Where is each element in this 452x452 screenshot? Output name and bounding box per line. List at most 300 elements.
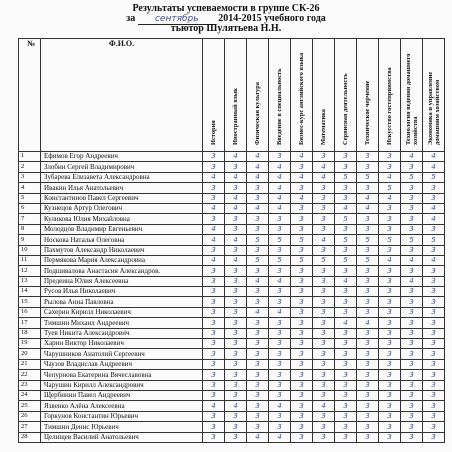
grade-cell: 3 bbox=[291, 411, 313, 421]
grade-cell: 3 bbox=[401, 245, 423, 255]
grade-cell: 3 bbox=[335, 349, 357, 359]
grade-cell: 3 bbox=[225, 245, 247, 255]
grade-cell: 4 bbox=[423, 162, 445, 172]
grade-cell: 3 bbox=[335, 162, 357, 172]
subject-label: Техническое черчение bbox=[364, 80, 371, 145]
subject-label: Математика bbox=[320, 109, 327, 145]
subject-label: Физическая культура bbox=[254, 82, 261, 145]
grade-cell: 5 bbox=[313, 255, 335, 265]
grade-cell: 3 bbox=[423, 401, 445, 411]
grade-cell: 3 bbox=[379, 152, 401, 162]
row-number: 14 bbox=[19, 287, 41, 297]
grade-cell: 5 bbox=[335, 172, 357, 182]
grade-cell: 4 bbox=[269, 203, 291, 213]
grade-cell: 3 bbox=[357, 266, 379, 276]
grade-cell: 3 bbox=[225, 328, 247, 338]
grade-cell: 4 bbox=[335, 318, 357, 328]
grade-cell: 3 bbox=[203, 152, 225, 162]
grade-cell: 3 bbox=[401, 380, 423, 390]
grade-cell: 3 bbox=[269, 214, 291, 224]
grade-cell: 3 bbox=[203, 422, 225, 432]
grade-cell: 3 bbox=[335, 245, 357, 255]
grade-cell: 3 bbox=[357, 349, 379, 359]
table-row bbox=[19, 193, 445, 203]
grade-cell: 3 bbox=[203, 276, 225, 286]
table-row bbox=[19, 318, 445, 328]
grade-cell: 3 bbox=[335, 266, 357, 276]
grade-cell: 5 bbox=[335, 214, 357, 224]
row-number: 28 bbox=[19, 432, 41, 442]
table-row bbox=[19, 203, 445, 213]
grade-cell: 3 bbox=[423, 390, 445, 400]
grade-cell: 4 bbox=[247, 276, 269, 286]
grade-cell: 4 bbox=[291, 172, 313, 182]
grade-cell: 3 bbox=[379, 328, 401, 338]
grade-cell: 4 bbox=[203, 224, 225, 234]
grade-cell: 3 bbox=[401, 422, 423, 432]
grade-cell: 4 bbox=[379, 172, 401, 182]
grade-cell: 3 bbox=[203, 318, 225, 328]
grade-cell: 4 bbox=[357, 193, 379, 203]
grade-cell: 3 bbox=[313, 432, 335, 442]
grade-cell: 3 bbox=[313, 297, 335, 307]
grade-cell: 3 bbox=[423, 245, 445, 255]
grade-cell: 3 bbox=[225, 183, 247, 193]
grade-cell: 3 bbox=[379, 390, 401, 400]
student-name: Ефимов Егор Андреевич bbox=[41, 152, 203, 162]
grade-cell: 4 bbox=[203, 203, 225, 213]
grade-cell: 3 bbox=[203, 287, 225, 297]
grade-cell: 3 bbox=[203, 349, 225, 359]
subject-header bbox=[247, 39, 269, 152]
grade-cell: 4 bbox=[269, 401, 291, 411]
grade-cell: 3 bbox=[313, 152, 335, 162]
grade-cell: 3 bbox=[269, 370, 291, 380]
student-name: Зубарева Елизавета Александровна bbox=[41, 172, 203, 182]
table-row bbox=[19, 183, 445, 193]
tutor-line: тьютор Шулятьева Н.Н. bbox=[170, 23, 282, 34]
grade-cell: 3 bbox=[247, 328, 269, 338]
student-name: Тимшин Михаил Андреевич bbox=[41, 318, 203, 328]
grade-cell: 3 bbox=[357, 152, 379, 162]
grade-cell: 3 bbox=[335, 339, 357, 349]
grade-cell: 3 bbox=[357, 245, 379, 255]
grade-cell: 3 bbox=[203, 328, 225, 338]
grade-cell: 4 bbox=[225, 172, 247, 182]
grade-cell: 3 bbox=[269, 245, 291, 255]
grade-cell: 3 bbox=[203, 390, 225, 400]
grade-cell: 3 bbox=[379, 276, 401, 286]
grade-cell: 3 bbox=[357, 276, 379, 286]
grade-cell: 5 bbox=[335, 255, 357, 265]
grade-cell: 3 bbox=[313, 328, 335, 338]
grade-cell: 3 bbox=[247, 390, 269, 400]
grade-cell: 3 bbox=[247, 401, 269, 411]
grade-cell: 3 bbox=[357, 432, 379, 442]
grade-cell: 3 bbox=[313, 422, 335, 432]
table-row bbox=[19, 245, 445, 255]
grade-cell: 3 bbox=[423, 193, 445, 203]
row-number: 13 bbox=[19, 276, 41, 286]
student-name: Сахерин Кирилл Николаевич bbox=[41, 307, 203, 317]
grade-cell: 3 bbox=[313, 307, 335, 317]
row-number: 26 bbox=[19, 411, 41, 421]
row-number: 5 bbox=[19, 193, 41, 203]
period-suffix: 2014-2015 учебного года bbox=[218, 13, 326, 24]
grade-cell: 3 bbox=[291, 380, 313, 390]
row-number: 25 bbox=[19, 401, 41, 411]
grade-cell: 3 bbox=[247, 245, 269, 255]
grade-cell: 3 bbox=[291, 401, 313, 411]
row-number: 12 bbox=[19, 266, 41, 276]
row-number: 1 bbox=[19, 152, 41, 162]
grade-cell: 5 bbox=[401, 235, 423, 245]
student-name: Щербинин Павел Андреевич bbox=[41, 390, 203, 400]
grade-cell: 3 bbox=[269, 266, 291, 276]
grade-cell: 3 bbox=[203, 193, 225, 203]
subject-header bbox=[313, 39, 335, 152]
grade-cell: 3 bbox=[291, 307, 313, 317]
grade-cell: 3 bbox=[247, 214, 269, 224]
grade-cell: 3 bbox=[423, 349, 445, 359]
grade-cell: 3 bbox=[423, 307, 445, 317]
grade-cell: 3 bbox=[247, 370, 269, 380]
grade-cell: 3 bbox=[247, 297, 269, 307]
grade-cell: 3 bbox=[313, 183, 335, 193]
grade-cell: 3 bbox=[313, 370, 335, 380]
grade-cell: 3 bbox=[225, 380, 247, 390]
subject-header bbox=[357, 39, 379, 152]
subject-label: Бизнес-курс английского языка bbox=[298, 52, 305, 145]
grade-cell: 3 bbox=[335, 359, 357, 369]
grade-cell: 3 bbox=[225, 276, 247, 286]
grade-cell: 4 bbox=[225, 401, 247, 411]
subject-header bbox=[423, 39, 445, 152]
grade-cell: 3 bbox=[269, 287, 291, 297]
period-prefix: за bbox=[126, 13, 136, 24]
grade-cell: 3 bbox=[423, 328, 445, 338]
grade-cell: 4 bbox=[401, 276, 423, 286]
table-row bbox=[19, 224, 445, 234]
grade-cell: 3 bbox=[313, 359, 335, 369]
grade-cell: 3 bbox=[225, 224, 247, 234]
grade-cell: 3 bbox=[225, 390, 247, 400]
subject-label: Сервисная деятельность bbox=[342, 73, 349, 145]
student-name: Константинов Павел Сергеевич bbox=[41, 193, 203, 203]
grade-cell: 5 bbox=[357, 235, 379, 245]
grade-cell: 3 bbox=[357, 401, 379, 411]
grade-cell: 3 bbox=[247, 339, 269, 349]
grade-cell: 4 bbox=[269, 183, 291, 193]
grade-cell: 3 bbox=[423, 297, 445, 307]
grade-cell: 3 bbox=[379, 297, 401, 307]
student-name: Предеина Юлия Алексеевна bbox=[41, 276, 203, 286]
grade-cell: 4 bbox=[269, 432, 291, 442]
row-number: 17 bbox=[19, 318, 41, 328]
grade-cell: 3 bbox=[313, 203, 335, 213]
grade-cell: 3 bbox=[313, 411, 335, 421]
row-number: 21 bbox=[19, 359, 41, 369]
table-row bbox=[19, 152, 445, 162]
grade-cell: 3 bbox=[225, 307, 247, 317]
grade-cell: 3 bbox=[313, 266, 335, 276]
subject-label: Технология ведения домашнего хозяйства bbox=[404, 53, 419, 145]
grade-cell: 3 bbox=[423, 266, 445, 276]
grade-cell: 4 bbox=[335, 276, 357, 286]
table-row bbox=[19, 214, 445, 224]
grade-cell: 3 bbox=[203, 183, 225, 193]
grade-cell: 4 bbox=[203, 172, 225, 182]
grade-cell: 3 bbox=[313, 224, 335, 234]
table-row bbox=[19, 432, 445, 442]
grade-cell: 3 bbox=[357, 328, 379, 338]
grade-cell: 4 bbox=[335, 203, 357, 213]
subject-header bbox=[401, 39, 423, 152]
grade-cell: 4 bbox=[401, 255, 423, 265]
grade-cell: 3 bbox=[291, 349, 313, 359]
table-row bbox=[19, 411, 445, 421]
grade-cell: 3 bbox=[291, 214, 313, 224]
subject-header bbox=[379, 39, 401, 152]
grade-cell: 3 bbox=[423, 287, 445, 297]
grade-cell: 5 bbox=[357, 255, 379, 265]
student-name: Целищев Василий Анатольевич bbox=[41, 432, 203, 442]
grade-cell: 3 bbox=[313, 245, 335, 255]
report-title: Результаты успеваемости в группе СК-26 bbox=[132, 3, 320, 14]
grade-cell: 3 bbox=[335, 224, 357, 234]
grade-cell: 5 bbox=[401, 172, 423, 182]
grade-cell: 3 bbox=[335, 297, 357, 307]
grade-cell: 3 bbox=[225, 359, 247, 369]
grade-cell: 5 bbox=[291, 235, 313, 245]
grade-cell: 3 bbox=[203, 214, 225, 224]
table-row bbox=[19, 162, 445, 172]
grade-cell: 3 bbox=[335, 183, 357, 193]
student-name: Русов Илья Николаевич bbox=[41, 287, 203, 297]
grade-cell: 4 bbox=[225, 235, 247, 245]
grade-cell: 3 bbox=[313, 276, 335, 286]
grade-cell: 3 bbox=[379, 370, 401, 380]
grade-cell: 3 bbox=[269, 318, 291, 328]
grade-cell: 4 bbox=[225, 203, 247, 213]
grade-cell: 3 bbox=[269, 359, 291, 369]
student-name: Язвенко Алёна Алексеевна bbox=[41, 401, 203, 411]
table-row bbox=[19, 401, 445, 411]
grade-cell: 3 bbox=[357, 422, 379, 432]
grade-cell: 3 bbox=[291, 432, 313, 442]
grade-cell: 3 bbox=[313, 390, 335, 400]
grade-cell: 3 bbox=[357, 370, 379, 380]
grade-cell: 3 bbox=[401, 266, 423, 276]
grade-cell: 3 bbox=[291, 339, 313, 349]
grade-cell: 4 bbox=[247, 203, 269, 213]
grade-cell: 3 bbox=[357, 224, 379, 234]
grade-cell: 3 bbox=[335, 307, 357, 317]
grade-cell: 3 bbox=[291, 390, 313, 400]
grade-cell: 4 bbox=[225, 152, 247, 162]
grade-cell: 3 bbox=[357, 183, 379, 193]
grade-cell: 4 bbox=[269, 172, 291, 182]
grade-cell: 3 bbox=[401, 307, 423, 317]
table-row bbox=[19, 266, 445, 276]
grade-cell: 3 bbox=[291, 370, 313, 380]
table-row bbox=[19, 370, 445, 380]
grade-cell: 4 bbox=[247, 307, 269, 317]
grade-cell: 3 bbox=[423, 359, 445, 369]
student-name: Горкунов Константин Юрьевич bbox=[41, 411, 203, 421]
grade-cell: 4 bbox=[203, 401, 225, 411]
grade-cell: 3 bbox=[357, 339, 379, 349]
column-header-number: № bbox=[19, 39, 41, 152]
grade-cell: 3 bbox=[357, 214, 379, 224]
grade-cell: 5 bbox=[247, 235, 269, 245]
grade-cell: 3 bbox=[203, 266, 225, 276]
row-number: 19 bbox=[19, 339, 41, 349]
grade-cell: 3 bbox=[401, 183, 423, 193]
grade-cell: 3 bbox=[203, 245, 225, 255]
grade-cell: 3 bbox=[313, 349, 335, 359]
grade-cell: 4 bbox=[203, 255, 225, 265]
grade-cell: 3 bbox=[335, 370, 357, 380]
grade-cell: 3 bbox=[335, 401, 357, 411]
table-row bbox=[19, 297, 445, 307]
grade-cell: 3 bbox=[247, 359, 269, 369]
grade-cell: 3 bbox=[401, 349, 423, 359]
grade-cell: 3 bbox=[379, 380, 401, 390]
student-name: Чепурнова Екатерина Вячеславовна bbox=[41, 370, 203, 380]
grade-cell: 4 bbox=[225, 255, 247, 265]
grade-cell: 4 bbox=[247, 432, 269, 442]
grade-cell: 4 bbox=[247, 152, 269, 162]
row-number: 3 bbox=[19, 172, 41, 182]
grade-cell: 3 bbox=[379, 245, 401, 255]
student-name: Злобин Сергей Владимирович bbox=[41, 162, 203, 172]
subject-label: Введение в специальность bbox=[276, 68, 283, 145]
grade-cell: 3 bbox=[269, 422, 291, 432]
row-number: 20 bbox=[19, 349, 41, 359]
grade-cell: 3 bbox=[247, 266, 269, 276]
table-row bbox=[19, 276, 445, 286]
grade-cell: 3 bbox=[269, 224, 291, 234]
grade-cell: 4 bbox=[269, 276, 291, 286]
grade-cell: 3 bbox=[291, 266, 313, 276]
grade-cell: 3 bbox=[335, 411, 357, 421]
grade-cell: 3 bbox=[401, 328, 423, 338]
row-number: 7 bbox=[19, 214, 41, 224]
grade-cell: 3 bbox=[247, 318, 269, 328]
grade-cell: 4 bbox=[291, 193, 313, 203]
grade-cell: 3 bbox=[335, 432, 357, 442]
table-row bbox=[19, 359, 445, 369]
grade-cell: 4 bbox=[313, 172, 335, 182]
table-row bbox=[19, 287, 445, 297]
grade-cell: 3 bbox=[225, 349, 247, 359]
grade-cell: 4 bbox=[269, 193, 291, 203]
row-number: 16 bbox=[19, 307, 41, 317]
grade-cell: 4 bbox=[401, 152, 423, 162]
grade-cell: 3 bbox=[335, 390, 357, 400]
grade-cell: 3 bbox=[379, 349, 401, 359]
grade-cell: 3 bbox=[335, 152, 357, 162]
grade-cell: 3 bbox=[379, 224, 401, 234]
grade-cell: 3 bbox=[423, 318, 445, 328]
grade-cell: 3 bbox=[225, 297, 247, 307]
grade-cell: 3 bbox=[357, 390, 379, 400]
grade-cell: 4 bbox=[423, 203, 445, 213]
grade-cell: 3 bbox=[291, 328, 313, 338]
grade-cell: 3 bbox=[269, 349, 291, 359]
grade-cell: 3 bbox=[423, 224, 445, 234]
grade-cell: 3 bbox=[401, 193, 423, 203]
grade-cell: 3 bbox=[291, 276, 313, 286]
subject-label: Иностранный язык bbox=[232, 88, 239, 145]
grade-cell: 3 bbox=[357, 297, 379, 307]
grade-cell: 3 bbox=[269, 390, 291, 400]
student-name: Туев Никита Александрович bbox=[41, 328, 203, 338]
grade-cell: 3 bbox=[335, 422, 357, 432]
student-name: Кузнецов Артур Олегович bbox=[41, 203, 203, 213]
grade-cell: 3 bbox=[247, 193, 269, 203]
grade-cell: 5 bbox=[335, 235, 357, 245]
row-number: 8 bbox=[19, 224, 41, 234]
grade-cell: 3 bbox=[401, 287, 423, 297]
grade-cell: 3 bbox=[423, 183, 445, 193]
grade-cell: 3 bbox=[269, 152, 291, 162]
row-number: 2 bbox=[19, 162, 41, 172]
table-header-row bbox=[19, 39, 445, 152]
grade-cell: 3 bbox=[379, 359, 401, 369]
table-row bbox=[19, 172, 445, 182]
table-row bbox=[19, 235, 445, 245]
grade-cell: 3 bbox=[269, 328, 291, 338]
student-name: Рылова Анна Павловна bbox=[41, 297, 203, 307]
grade-cell: 3 bbox=[203, 297, 225, 307]
grade-cell: 3 bbox=[247, 349, 269, 359]
grade-cell: 4 bbox=[269, 307, 291, 317]
grade-cell: 3 bbox=[291, 162, 313, 172]
row-number: 23 bbox=[19, 380, 41, 390]
table-row bbox=[19, 328, 445, 338]
grade-cell: 3 bbox=[335, 287, 357, 297]
grade-cell: 3 bbox=[401, 401, 423, 411]
grade-cell: 4 bbox=[313, 162, 335, 172]
student-name: Носкова Наталья Олеговна bbox=[41, 235, 203, 245]
table-row bbox=[19, 339, 445, 349]
grade-cell: 3 bbox=[379, 339, 401, 349]
grade-cell: 3 bbox=[269, 297, 291, 307]
grade-cell: 3 bbox=[225, 287, 247, 297]
row-number: 27 bbox=[19, 422, 41, 432]
row-number: 6 bbox=[19, 203, 41, 213]
grades-table bbox=[18, 38, 445, 443]
grade-cell: 3 bbox=[313, 380, 335, 390]
subject-header bbox=[225, 39, 247, 152]
grade-cell: 3 bbox=[247, 183, 269, 193]
grade-cell: 4 bbox=[423, 152, 445, 162]
row-number: 18 bbox=[19, 328, 41, 338]
grade-cell: 3 bbox=[335, 328, 357, 338]
grade-cell: 3 bbox=[357, 287, 379, 297]
grade-cell: 4 bbox=[225, 193, 247, 203]
grade-cell: 4 bbox=[357, 318, 379, 328]
grade-cell: 3 bbox=[269, 339, 291, 349]
row-number: 24 bbox=[19, 390, 41, 400]
grade-cell: 3 bbox=[247, 287, 269, 297]
grade-cell: 4 bbox=[247, 172, 269, 182]
handwritten-month: сентябрь bbox=[138, 15, 216, 25]
grade-cell: 3 bbox=[401, 214, 423, 224]
subject-header bbox=[269, 39, 291, 152]
